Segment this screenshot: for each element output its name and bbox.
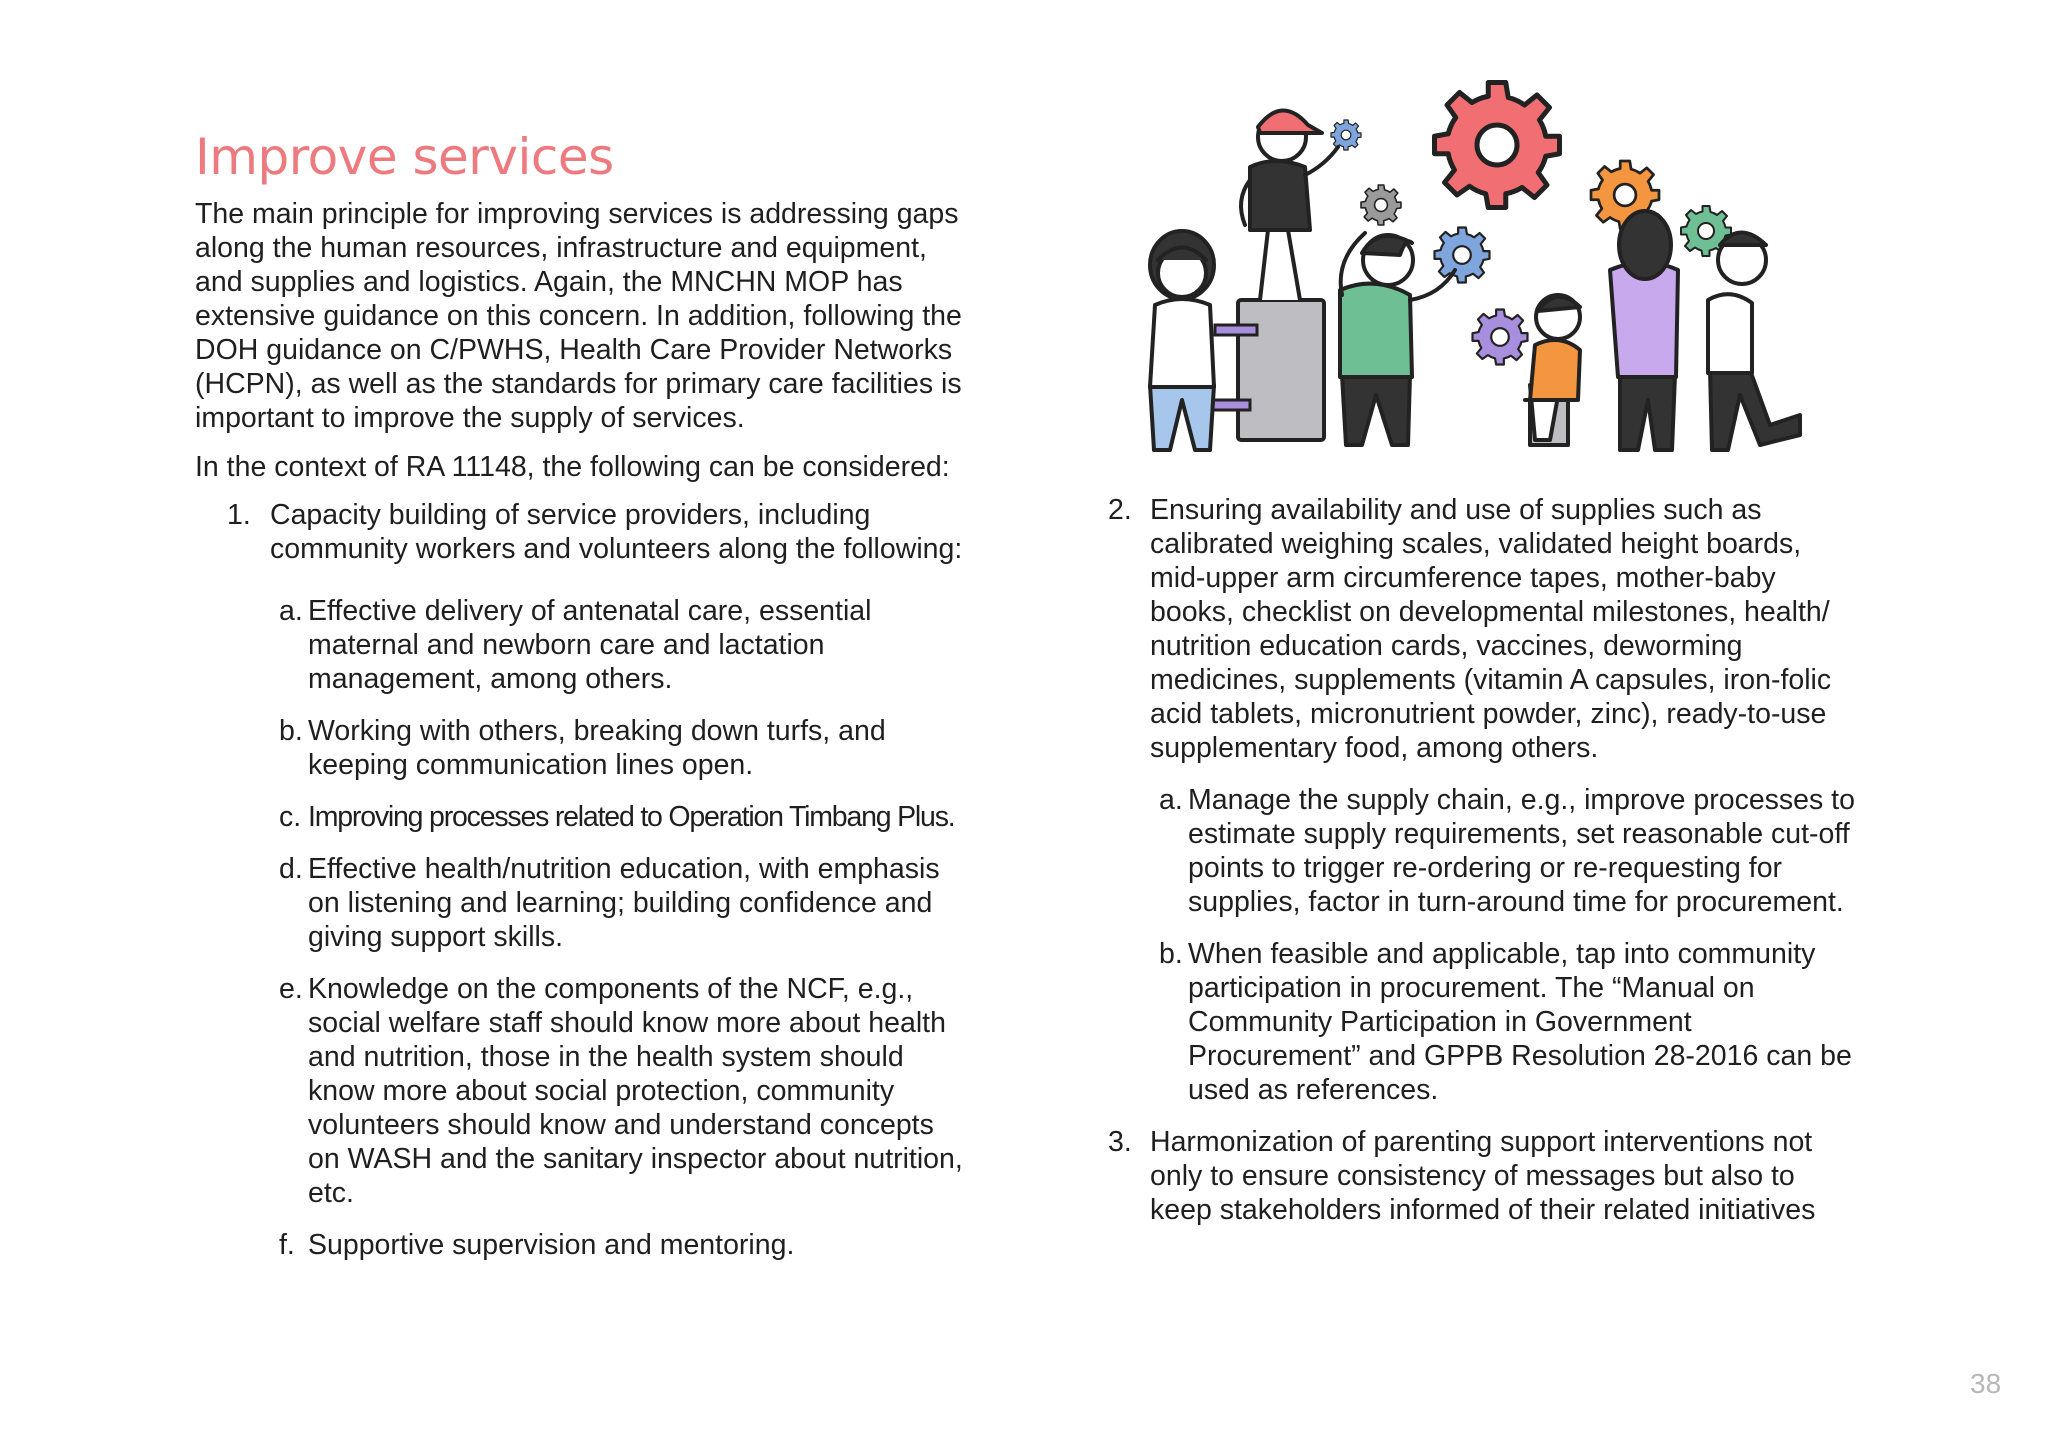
list-item-1 <box>195 498 965 566</box>
sub-item-text: When feasible and applicable, tap into community participation in procurement. The “Manual on Community Participation in Government Procurement” and GPPB Resolution 28-2016 can be used as references. <box>1188 938 1852 1106</box>
sub-item-text: Supportive supervision and mentoring. <box>308 1229 795 1261</box>
sub-marker: b. <box>1159 938 1183 970</box>
sub-item-1b <box>195 714 965 782</box>
list-item-2 <box>1108 493 1858 765</box>
sub-item-2a <box>1108 783 1858 919</box>
person-glasses <box>1708 233 1800 451</box>
sub-item-text: Effective delivery of antenatal care, essential maternal and newborn care and lactation management, among others. <box>308 595 872 695</box>
left-column <box>195 125 965 1262</box>
list-item-text: Harmonization of parenting support interventions not only to ensure consistency of messages but also to keep stakeholders informed of their related initiatives <box>1150 1126 1816 1226</box>
context-line: In the context of RA 11148, the following can be considered: <box>195 451 950 483</box>
sub-item-text: Working with others, breaking down turfs, and keeping communication lines open. <box>308 715 886 781</box>
sub-marker: b. <box>279 715 303 747</box>
sub-item-1d <box>195 852 965 954</box>
intro-paragraph: The main principle for improving services is addressing gaps along the human resources, infrastructure and equipment, and supplies and logistics. Again, the MNCHN MOP has extensive guidance on this concern. In addition, following the DOH guidance on C/PWHS, Health Care Provider Networks (HCPN), as well as the standards for primary care facilities is important to improve the supply of services. <box>195 198 962 434</box>
purple-gear <box>1473 310 1528 365</box>
right-column <box>1108 493 1858 1227</box>
list-marker: 3. <box>1108 1126 1132 1158</box>
person-orange-shirt <box>1525 295 1580 445</box>
sub-marker: a. <box>279 595 303 627</box>
sub-item-1f <box>195 1228 965 1262</box>
person-girl-left <box>1150 231 1214 450</box>
sub-item-text: Effective health/nutrition education, with emphasis on listening and learning; building confidence and giving support skills. <box>308 853 940 953</box>
pedestal-box <box>1238 300 1324 440</box>
gears-teamwork-illustration <box>1110 55 1830 475</box>
sub-item-1a <box>195 594 965 696</box>
list-item-3 <box>1108 1125 1858 1227</box>
section-heading: Improve services <box>195 128 614 186</box>
sub-item-2b <box>1108 937 1858 1107</box>
small-blue-gear <box>1331 120 1361 150</box>
blue-gear <box>1435 228 1490 283</box>
sub-item-text: Knowledge on the components of the NCF, e.g., social welfare staff should know more about health and nutrition, those in the health system should know more about social protection, community volunteers should know and understand concepts on WASH and the sanitary inspector about nutrition, etc. <box>308 973 963 1209</box>
gray-gear <box>1361 185 1401 225</box>
list-marker: 2. <box>1108 494 1132 526</box>
sub-marker: c. <box>279 801 302 833</box>
sub-marker: f. <box>279 1229 295 1261</box>
page-number: 38 <box>1970 1368 2002 1399</box>
list-item-text: Ensuring availability and use of supplies such as calibrated weighing scales, validated height boards, mid-upper arm circumference tapes, mother-baby books, checklist on developmental milestones, health/ nutrition education cards, vaccines, deworming medicines, supplements (vitamin A capsules, iron-folic acid tablets, micronutrient powder, zinc), ready-to-use supplementary food, among others. <box>1150 494 1832 764</box>
sub-item-1c <box>195 800 965 834</box>
sub-marker: d. <box>279 853 303 885</box>
red-gear <box>1435 83 1560 208</box>
illustration-svg <box>1110 55 1830 475</box>
sub-item-text: Manage the supply chain, e.g., improve processes to estimate supply requirements, set reasonable cut-off points to trigger re-ordering or re-requesting for supplies, factor in turn-around time for procurement. <box>1188 784 1855 918</box>
sub-marker: e. <box>279 973 303 1005</box>
person-red-cap <box>1241 110 1338 300</box>
sub-item-1e <box>195 972 965 1210</box>
person-green-shirt <box>1340 233 1455 445</box>
sub-item-text: Improving processes related to Operation Timbang Plus. <box>308 801 955 833</box>
list-marker: 1. <box>227 499 251 531</box>
list-item-text: Capacity building of service providers, including community workers and volunteers along the following: <box>270 499 963 565</box>
sub-marker: a. <box>1159 784 1183 816</box>
person-purple-shirt <box>1610 211 1678 450</box>
